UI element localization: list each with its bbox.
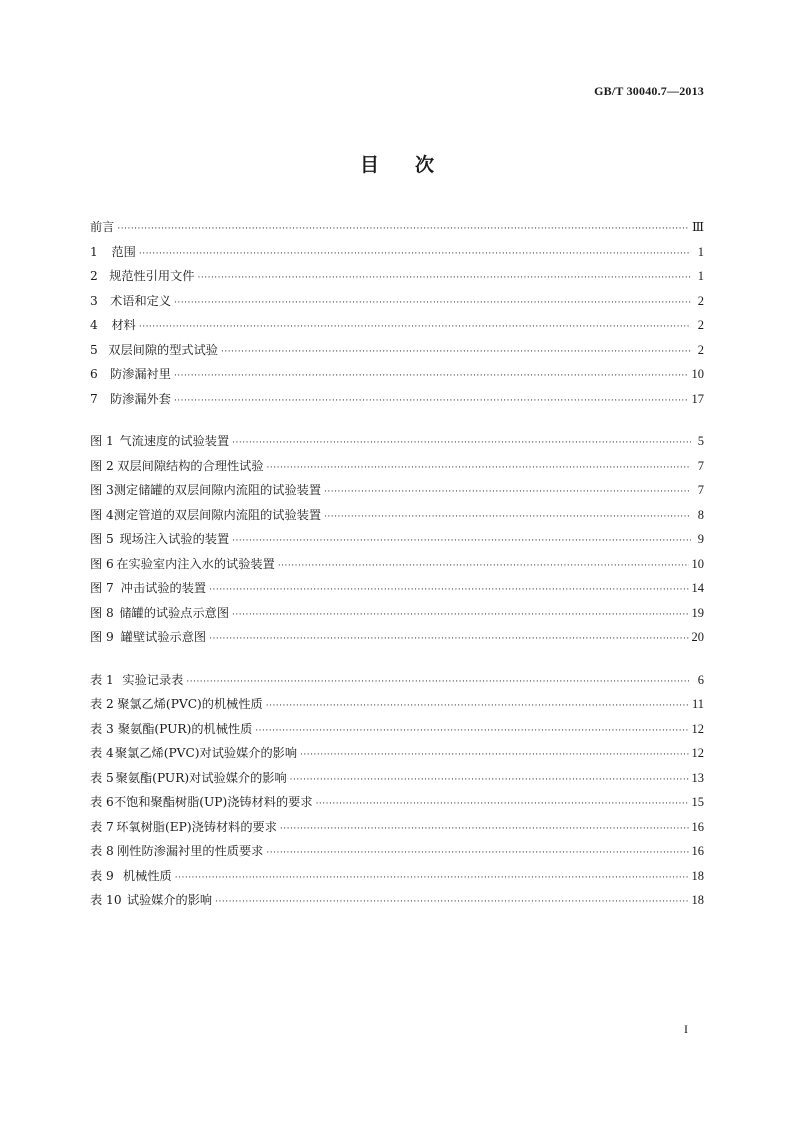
toc-entry-page: 14 bbox=[691, 581, 704, 595]
toc-entry-section[interactable] bbox=[90, 387, 704, 412]
toc-entry-number: 4 bbox=[90, 318, 98, 332]
toc-sections-list bbox=[90, 215, 704, 411]
toc-entry-label: 测定管道的双层间隙内流阻的试验装置 bbox=[113, 507, 322, 522]
toc-entry-number: 表 7 bbox=[90, 819, 114, 834]
toc-entry-label: 气流速度的试验装置 bbox=[119, 434, 230, 448]
toc-entry-section[interactable] bbox=[90, 313, 704, 338]
dot-leader bbox=[209, 578, 688, 603]
toc-entry-number: 表 6 bbox=[90, 795, 114, 809]
toc-entry-section[interactable] bbox=[90, 289, 704, 314]
page-number: I bbox=[684, 1022, 688, 1036]
toc-entry-label: 术语和定义 bbox=[110, 293, 172, 308]
toc-entry-page: 12 bbox=[691, 746, 704, 760]
toc-entry-label: 聚氯乙烯(PVC)的机械性质 bbox=[117, 697, 263, 711]
table-of-contents bbox=[90, 215, 704, 913]
dot-leader bbox=[174, 291, 691, 316]
dot-leader bbox=[255, 719, 688, 744]
dot-leader bbox=[186, 670, 691, 695]
toc-entry-number: 图 8 bbox=[90, 605, 114, 620]
toc-entry-page: 2 bbox=[697, 293, 704, 308]
toc-entry-label: 实验记录表 bbox=[122, 672, 184, 687]
toc-entry-number: 表 9 bbox=[90, 868, 114, 883]
toc-entry-page: 8 bbox=[697, 507, 704, 522]
toc-entry-number: 图 3 bbox=[90, 483, 114, 497]
toc-entry-number: 表 8 bbox=[90, 844, 114, 858]
standard-code: GB/T 30040.7—2013 bbox=[594, 84, 704, 98]
toc-entry-figure[interactable] bbox=[90, 478, 704, 503]
dot-leader bbox=[198, 266, 692, 291]
toc-entry-label: 规范性引用文件 bbox=[109, 269, 195, 283]
toc-entry-figure[interactable] bbox=[90, 429, 704, 454]
toc-entry-table[interactable] bbox=[90, 815, 704, 840]
toc-entry-figure[interactable] bbox=[90, 527, 704, 552]
toc-entry-number: 图 9 bbox=[90, 630, 114, 644]
toc-entry-page: 20 bbox=[691, 630, 704, 644]
toc-entry-number: 表 3 bbox=[90, 721, 114, 736]
toc-entry-figure[interactable] bbox=[90, 625, 704, 650]
dot-leader bbox=[324, 505, 691, 530]
toc-entry-number: 图 7 bbox=[90, 581, 114, 595]
toc-entry-table[interactable] bbox=[90, 839, 704, 864]
toc-entry-label: 冲击试验的装置 bbox=[120, 581, 207, 595]
toc-entry-page: 15 bbox=[691, 795, 704, 809]
toc-entry-table[interactable] bbox=[90, 668, 704, 693]
toc-entry-label: 范围 bbox=[111, 244, 136, 259]
toc-entry-table[interactable] bbox=[90, 741, 704, 766]
toc-entry-label: 在实验室内注入水的试验装置 bbox=[116, 556, 275, 571]
dot-leader bbox=[117, 217, 689, 242]
toc-entry-number: 图 1 bbox=[90, 434, 114, 448]
dot-leader bbox=[278, 554, 689, 579]
dot-leader bbox=[221, 340, 691, 365]
toc-entry-figure[interactable] bbox=[90, 576, 704, 601]
dot-leader bbox=[209, 627, 688, 652]
toc-entry-number: 表 5 bbox=[90, 770, 114, 785]
toc-entry-number: 图 4 bbox=[90, 507, 114, 522]
dot-leader bbox=[215, 890, 688, 915]
toc-entry-label: 机械性质 bbox=[123, 868, 172, 883]
dot-leader bbox=[324, 480, 691, 505]
dot-leader bbox=[175, 866, 689, 891]
toc-entry-number: 2 bbox=[90, 269, 98, 283]
dot-leader bbox=[174, 364, 689, 389]
toc-entry-page: 11 bbox=[691, 697, 704, 711]
toc-entry-number: 3 bbox=[90, 293, 98, 308]
toc-entry-label: 刚性防渗漏衬里的性质要求 bbox=[117, 844, 264, 858]
toc-entry-label: 储罐的试验点示意图 bbox=[119, 605, 230, 620]
toc-entry-page: 1 bbox=[697, 269, 704, 283]
toc-entry-figure[interactable] bbox=[90, 552, 704, 577]
dot-leader bbox=[290, 768, 689, 793]
toc-entry-section[interactable] bbox=[90, 240, 704, 265]
toc-entry-page: 5 bbox=[697, 434, 704, 448]
toc-entry-label: 双层间隙的型式试验 bbox=[108, 342, 218, 357]
toc-entry-page: 13 bbox=[691, 770, 704, 785]
toc-entry-page: 16 bbox=[691, 819, 704, 834]
toc-tables-list bbox=[90, 668, 704, 913]
toc-entry-page: 2 bbox=[697, 342, 704, 357]
toc-entry-page: 16 bbox=[691, 844, 704, 858]
toc-entry-label: 前言 bbox=[90, 220, 115, 234]
toc-entry-label: 不饱和聚酯树脂(UP)浇铸材料的要求 bbox=[113, 795, 313, 809]
toc-entry-table[interactable] bbox=[90, 766, 704, 791]
toc-entry-figure[interactable] bbox=[90, 601, 704, 626]
toc-entry-page: 7 bbox=[697, 458, 704, 473]
toc-entry-label: 材料 bbox=[111, 318, 136, 332]
toc-entry-label: 防渗漏衬里 bbox=[110, 367, 171, 381]
toc-entry-number: 图 6 bbox=[90, 556, 114, 571]
dot-leader bbox=[232, 529, 691, 554]
toc-entry-number: 图 5 bbox=[90, 532, 114, 546]
toc-entry-page: Ⅲ bbox=[691, 220, 704, 234]
toc-entry-number: 7 bbox=[90, 391, 98, 406]
dot-leader bbox=[232, 431, 691, 456]
toc-entry-table[interactable] bbox=[90, 692, 704, 717]
dot-leader bbox=[266, 841, 688, 866]
toc-entry-page: 1 bbox=[697, 244, 704, 259]
dot-leader bbox=[300, 743, 688, 768]
dot-leader bbox=[174, 389, 689, 414]
dot-leader bbox=[266, 694, 689, 719]
toc-entry-page: 7 bbox=[697, 483, 704, 497]
toc-entry-section[interactable] bbox=[90, 362, 704, 387]
toc-entry-number: 5 bbox=[90, 342, 98, 357]
dot-leader bbox=[316, 792, 689, 817]
toc-entry-label: 试验媒介的影响 bbox=[126, 893, 213, 907]
toc-entry-page: 10 bbox=[691, 556, 704, 571]
toc-entry-figure[interactable] bbox=[90, 503, 704, 528]
toc-entry-label: 聚氨酯(PUR)的机械性质 bbox=[117, 721, 253, 736]
toc-entry-table[interactable] bbox=[90, 790, 704, 815]
toc-entry-number: 图 2 bbox=[90, 458, 114, 473]
toc-entry-number: 1 bbox=[90, 244, 98, 259]
toc-entry-page: 17 bbox=[691, 391, 704, 406]
toc-entry-table[interactable] bbox=[90, 717, 704, 742]
dot-leader bbox=[267, 456, 691, 481]
toc-entry-page: 9 bbox=[697, 532, 704, 546]
toc-entry-page: 2 bbox=[697, 318, 704, 332]
toc-entry-number: 表 4 bbox=[90, 746, 114, 760]
toc-entry-page: 6 bbox=[697, 672, 704, 687]
toc-entry-label: 聚氨酯(PUR)对试验媒介的影响 bbox=[115, 770, 287, 785]
toc-entry-foreword[interactable] bbox=[90, 215, 704, 240]
dot-leader bbox=[280, 817, 689, 842]
dot-leader bbox=[139, 315, 691, 340]
toc-entry-label: 双层间隙结构的合理性试验 bbox=[117, 458, 264, 473]
toc-entry-number: 表 10 bbox=[90, 893, 122, 907]
toc-entry-table[interactable] bbox=[90, 864, 704, 889]
toc-entry-table[interactable] bbox=[90, 888, 704, 913]
toc-entry-page: 10 bbox=[691, 367, 704, 381]
toc-entry-page: 18 bbox=[691, 868, 704, 883]
toc-entry-label: 测定储罐的双层间隙内流阻的试验装置 bbox=[113, 483, 322, 497]
toc-entry-section[interactable] bbox=[90, 338, 704, 363]
toc-entry-label: 罐壁试验示意图 bbox=[120, 630, 207, 644]
toc-entry-page: 18 bbox=[691, 893, 704, 907]
toc-entry-section[interactable] bbox=[90, 264, 704, 289]
page-title: 目次 bbox=[359, 154, 470, 176]
toc-entry-page: 12 bbox=[691, 721, 704, 736]
toc-entry-number: 表 2 bbox=[90, 697, 114, 711]
toc-entry-label: 聚氯乙烯(PVC)对试验媒介的影响 bbox=[114, 746, 298, 760]
toc-entry-number: 表 1 bbox=[90, 672, 114, 687]
toc-entry-label: 现场注入试验的装置 bbox=[119, 532, 230, 546]
toc-figures-list bbox=[90, 429, 704, 650]
toc-entry-label: 防渗漏外套 bbox=[110, 391, 171, 406]
toc-entry-number: 6 bbox=[90, 367, 98, 381]
toc-entry-figure[interactable] bbox=[90, 454, 704, 479]
toc-entry-label: 环氧树脂(EP)浇铸材料的要求 bbox=[116, 819, 277, 834]
dot-leader bbox=[139, 242, 691, 267]
toc-entry-page: 19 bbox=[691, 605, 704, 620]
dot-leader bbox=[232, 603, 688, 628]
